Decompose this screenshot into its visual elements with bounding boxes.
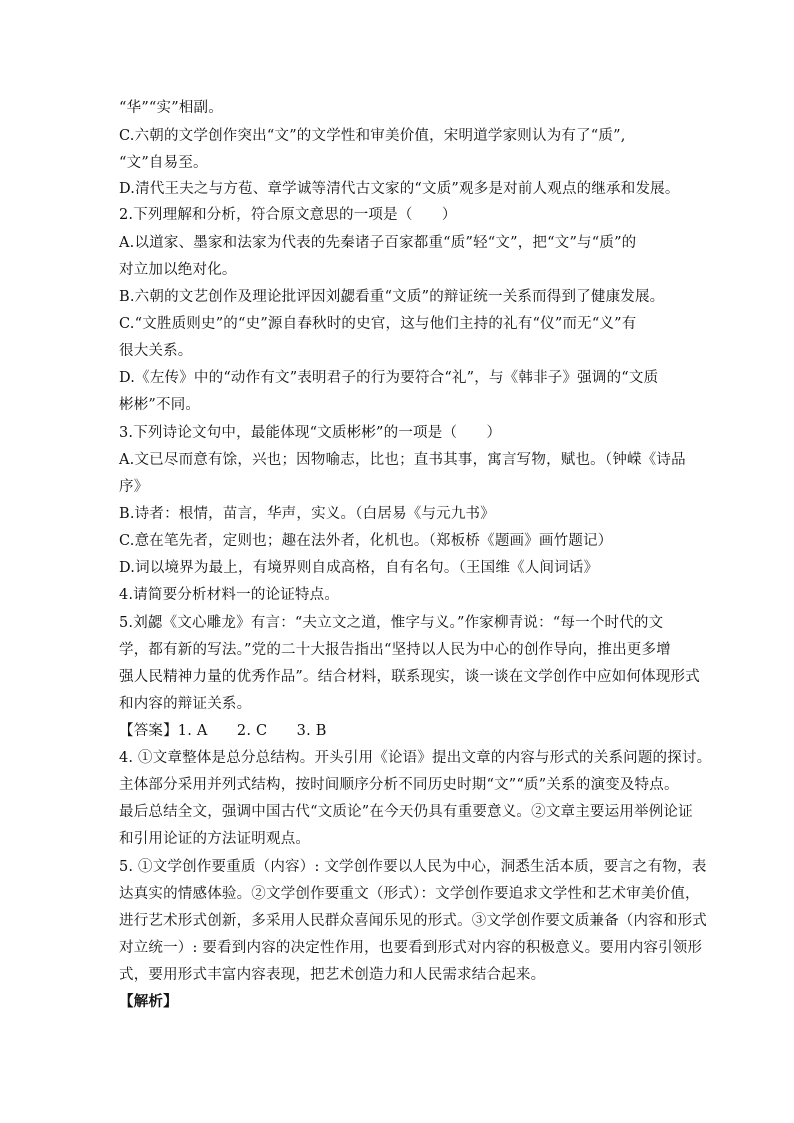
option-b: B.六朝的文艺创作及理论批评因刘勰看重“文质”的辩证统一关系而得到了健康发展。 [119,289,665,305]
answer-text: 5. ①文学创作要重质（内容）: 文学创作要以人民为中心，洞悉生活本质，要言之有物，表 [119,859,707,875]
answer-text: 式，要用形式丰富内容表现，把艺术创造力和人民需求结合起来。 [119,967,546,983]
text-line: “文”自易至。 [119,155,208,171]
option-c: C.“文胜质则史”的“史”源自春秋时的史官，这与他们主持的礼有“仪”而无“义”有 [119,316,637,332]
text-line: C.六朝的文学创作突出“文”的文学性和审美价值，宋明道学家则认为有了“质”, [119,128,626,144]
text-line: D.清代王夫之与方苞、章学诚等清代古文家的“文质”观多是对前人观点的继承和发展。 [119,181,680,197]
question-stem: 2.下列理解和分析，符合原文意思的一项是（ ） [119,207,457,223]
option-d: D.《左传》中的“动作有文”表明君子的行为要符合“礼”，与《韩非子》强调的“文质 [119,370,659,386]
text-line: 学，都有新的写法。”党的二十大报告指出“坚持以人民为中心的创作导向，推出更多增 [119,642,671,658]
option-c: C.意在笔先者，定则也；趣在法外者，化机也。（郑板桥《题画》画竹题记） [119,533,613,549]
text-line: 彬彬”不同。 [119,397,201,413]
answer-text: 达真实的情感体验。②文学创作要重文（形式）：文学创作要追求文学性和艺术审美价值， [119,886,700,902]
question-stem: 3.下列诗论文句中，最能体现“文质彬彬”的一项是（ ） [119,425,502,441]
text-line: “华”“实”相副。 [119,100,223,116]
question-stem: 4.请简要分析材料一的论证特点。 [119,587,340,603]
answer-text: 4. ①文章整体是总分总结构。开头引用《论语》提出文章的内容与形式的关系问题的探讨。 [119,750,712,766]
text-line: 强人民精神力量的优秀作品”。结合材料，联系现实，谈一谈在文学创作中应如何体现形式 [119,669,700,685]
text-line: 很大关系。 [119,343,193,359]
option-a: A.以道家、墨家和法家为代表的先秦诸子百家都重“质”轻“文”，把“文”与“质”的 [119,235,637,251]
answer-key: 【答案】1. A 2. C 3. B [119,723,327,739]
answer-text: 主体部分采用并列式结构，按时间顺序分析不同历史时期“文”“质”关系的演变及特点。 [119,777,679,793]
text-line: 对立加以绝对化。 [119,262,237,278]
answer-text: 对立统一）: 要看到内容的决定性作用，也要看到形式对内容的积极意义。要用内容引领形 [119,940,703,956]
text-line: 和内容的辩证关系。 [119,696,252,712]
answer-text: 和引用论证的方法证明观点。 [119,831,311,847]
text-line: 序》 [119,479,149,495]
option-b: B.诗者：根情，苗言，华声，实义。（白居易《与元九书》 [119,506,495,522]
answer-text: 进行艺术形式创新，多采用人民群众喜闻乐见的形式。③文学创作要文质兼备（内容和形式 [119,913,707,929]
option-a: A.文已尽而意有馀，兴也；因物喻志，比也；直书其事，寓言写物，赋也。（钟嵘《诗品 [119,452,686,468]
answer-text: 最后总结全文，强调中国古代“文质论”在今天仍具有重要意义。②文章主要运用举例论证 [119,804,693,820]
option-d: D.词以境界为最上，有境界则自成高格，自有名句。（王国维《人间词话》 [119,560,599,576]
question-stem: 5.刘勰《文心雕龙》有言：“夫立文之道，惟字与义。”作家柳青说：“每一个时代的文 [119,615,664,631]
analysis-heading: 【解析】 [119,993,178,1010]
